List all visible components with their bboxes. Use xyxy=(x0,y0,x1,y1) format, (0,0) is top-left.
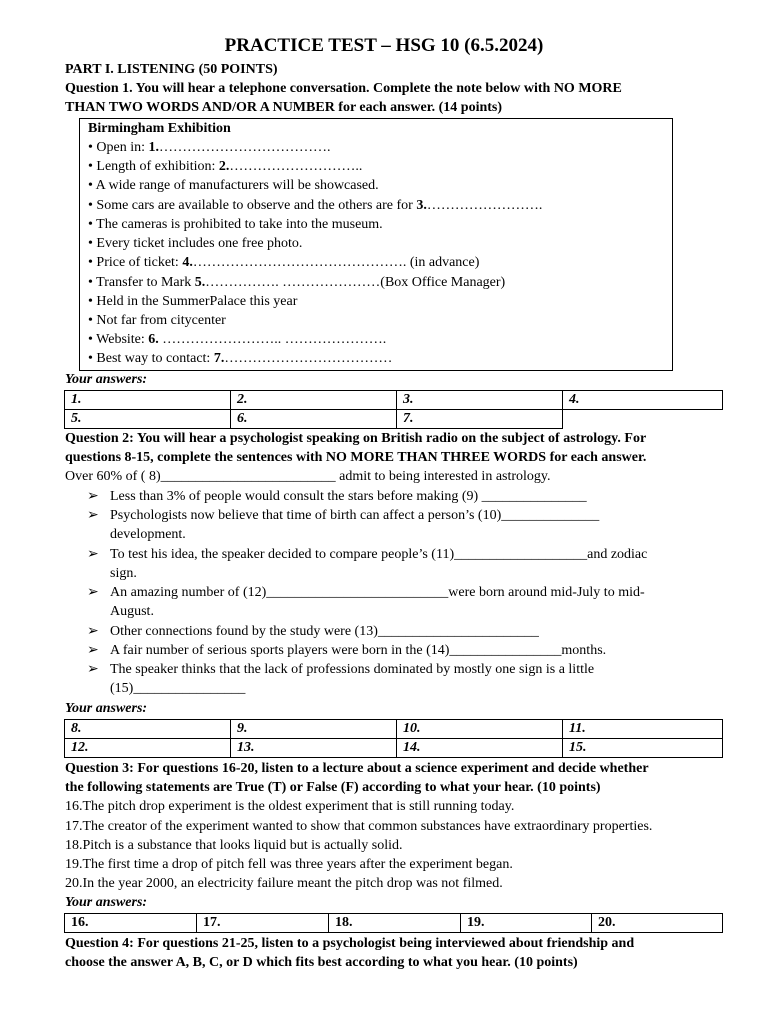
q3-instruction-line1: Question 3: For questions 16-20, listen to a lecture about a science experiment and decide whether xyxy=(65,761,649,776)
exhibition-note-box xyxy=(79,118,673,371)
answer-cell[interactable]: 15. xyxy=(563,739,723,758)
answer-cell[interactable]: 20. xyxy=(592,914,723,933)
answer-cell[interactable]: 16. xyxy=(65,914,197,933)
arrow-bullet-icon: ➢ xyxy=(87,547,99,562)
statement-19: 19.The first time a drop of pitch fell was three years after the experiment began. xyxy=(65,857,513,872)
q4-instruction-line1: Question 4: For questions 21-25, listen to a psychologist being interviewed about friendship and xyxy=(65,936,635,951)
table-row xyxy=(65,739,723,758)
note-line: • Open in: 1.………………………………. xyxy=(88,140,331,155)
answer-cell[interactable]: 13. xyxy=(231,739,397,758)
answer-cell[interactable]: 12. xyxy=(65,739,231,758)
answers-label: Your answers: xyxy=(65,372,148,387)
note-line: • Transfer to Mark 5.……………. …………………(Box Office Manager) xyxy=(88,275,506,290)
answer-cell[interactable]: 9. xyxy=(231,720,397,739)
answer-cell[interactable]: 1. xyxy=(65,391,231,410)
note-line: • The cameras is prohibited to take into the museum. xyxy=(88,217,383,232)
q1-instruction-line1: Question 1. You will hear a telephone conversation. Complete the note below with NO MORE xyxy=(65,81,622,96)
answer-cell[interactable]: 6. xyxy=(231,410,397,429)
answer-cell[interactable]: 18. xyxy=(329,914,461,933)
table-row xyxy=(65,914,723,933)
answer-cell[interactable]: 11. xyxy=(563,720,723,739)
table-row xyxy=(65,391,723,410)
arrow-bullet-icon: ➢ xyxy=(87,662,99,677)
statement-18: 18.Pitch is a substance that looks liquid but is actually solid. xyxy=(65,838,403,853)
note-line: • Some cars are available to observe and the others are for 3.……………………. xyxy=(88,198,543,213)
answer-cell[interactable]: 5. xyxy=(65,410,231,429)
q1-instruction-line2: THAN TWO WORDS AND/OR A NUMBER for each answer. (14 points) xyxy=(65,100,503,115)
q2-instruction-line1: Question 2: You will hear a psychologist speaking on British radio on the subject of astrology. For xyxy=(65,431,647,446)
q2-instruction-line2: questions 8-15, complete the sentences with NO MORE THAN THREE WORDS for each answer. xyxy=(65,450,647,465)
note-line: • A wide range of manufacturers will be showcased. xyxy=(88,178,379,193)
note-box-title: Birmingham Exhibition xyxy=(88,121,231,136)
statement-20: 20.In the year 2000, an electricity failure meant the pitch drop was not filmed. xyxy=(65,876,503,891)
arrow-bullet-icon: ➢ xyxy=(87,585,99,600)
sentence-item: ➢ Psychologists now believe that time of birth can affect a person’s (10)______________ development. xyxy=(87,508,600,542)
note-line: • Price of ticket: 4.………………………………………. (in advance) xyxy=(88,255,480,270)
q2-intro-sentence: Over 60% of ( 8)_________________________ admit to being interested in astrology. xyxy=(65,469,551,484)
page-title: PRACTICE TEST – HSG 10 (6.5.2024) xyxy=(224,35,544,56)
note-line: • Not far from citycenter xyxy=(88,313,226,328)
answer-cell[interactable]: 19. xyxy=(461,914,592,933)
answer-cell[interactable]: 17. xyxy=(197,914,329,933)
note-line: • Every ticket includes one free photo. xyxy=(88,236,303,251)
sentence-item: ➢ To test his idea, the speaker decided to compare people’s (11)___________________and zodiac sign. xyxy=(87,547,648,581)
part-heading: PART I. LISTENING (50 POINTS) xyxy=(65,62,278,77)
q2-answer-table xyxy=(64,719,723,758)
table-row xyxy=(65,410,723,429)
answers-label: Your answers: xyxy=(65,701,148,716)
empty-cell xyxy=(563,410,723,429)
sentence-item: ➢ An amazing number of (12)__________________________were born around mid-July to mid- August. xyxy=(87,585,645,619)
note-line: • Website: 6. …………………….. …………………. xyxy=(88,332,387,347)
statement-16: 16.The pitch drop experiment is the oldest experiment that is still running today. xyxy=(65,799,515,814)
answers-label: Your answers: xyxy=(65,895,148,910)
arrow-bullet-icon: ➢ xyxy=(87,489,99,504)
answer-cell[interactable]: 3. xyxy=(397,391,563,410)
answer-cell[interactable]: 10. xyxy=(397,720,563,739)
arrow-bullet-icon: ➢ xyxy=(87,643,99,658)
sentence-item: ➢ The speaker thinks that the lack of professions dominated by mostly one sign is a little (15)________________ xyxy=(87,662,595,696)
sentence-item: ➢ A fair number of serious sports players were born in the (14)________________months. xyxy=(87,643,607,658)
q1-answer-table xyxy=(64,390,723,429)
answer-cell[interactable]: 2. xyxy=(231,391,397,410)
answer-cell[interactable]: 14. xyxy=(397,739,563,758)
note-line: • Length of exhibition: 2.……………………….. xyxy=(88,159,363,174)
note-line: • Best way to contact: 7.……………………………… xyxy=(88,351,393,366)
answer-cell[interactable]: 4. xyxy=(563,391,723,410)
note-line: • Held in the SummerPalace this year xyxy=(88,294,298,309)
sentence-item: ➢ Less than 3% of people would consult the stars before making (9) _______________ xyxy=(87,489,587,504)
statement-17: 17.The creator of the experiment wanted to show that common substances have extraordinary properties. xyxy=(65,819,653,834)
arrow-bullet-icon: ➢ xyxy=(87,508,99,523)
arrow-bullet-icon: ➢ xyxy=(87,624,99,639)
answer-cell[interactable]: 7. xyxy=(397,410,563,429)
q3-answer-table xyxy=(64,913,723,933)
answer-cell[interactable]: 8. xyxy=(65,720,231,739)
sentence-item: ➢ Other connections found by the study were (13)_______________________ xyxy=(87,624,539,639)
table-row xyxy=(65,720,723,739)
q4-instruction-line2: choose the answer A, B, C, or D which fits best according to what you hear. (10 points) xyxy=(65,955,578,970)
q3-instruction-line2: the following statements are True (T) or False (F) according to what your hear. (10 points) xyxy=(65,780,601,795)
